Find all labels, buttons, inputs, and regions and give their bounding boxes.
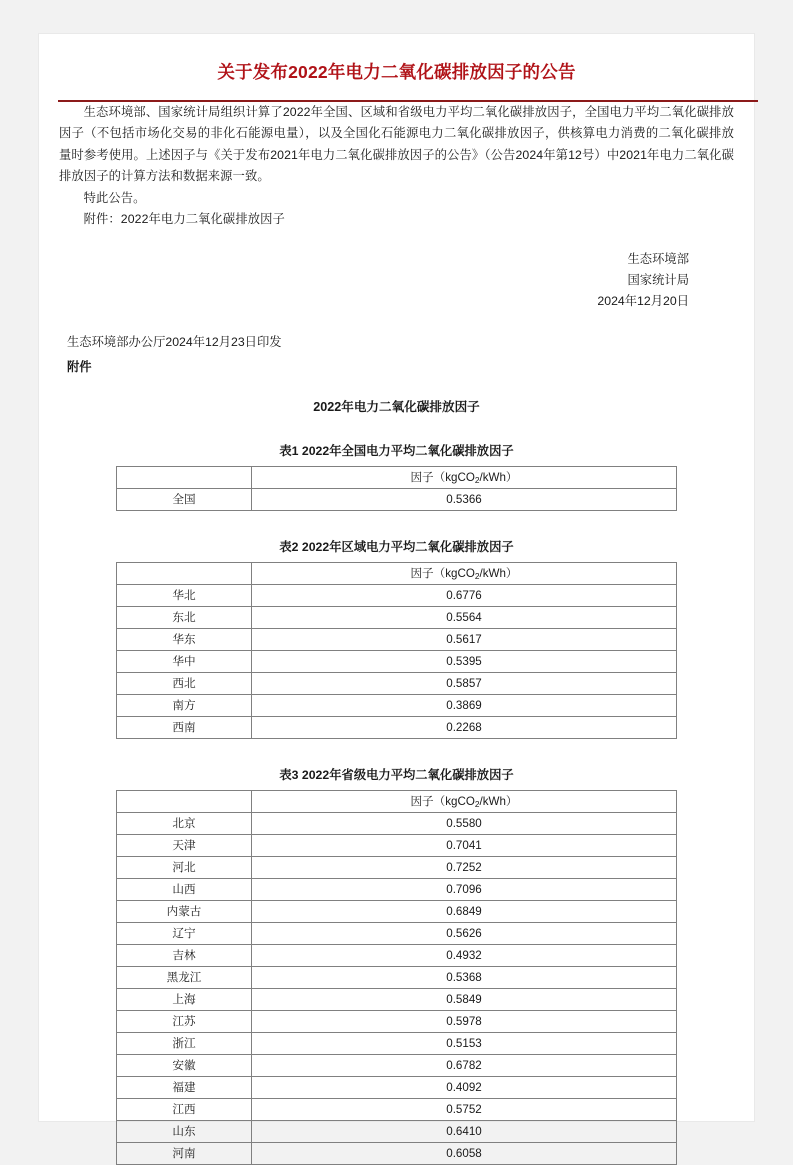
- table-row: [117, 584, 677, 606]
- region-name-cell: 内蒙古: [117, 900, 252, 922]
- table-1-body: [117, 466, 677, 510]
- issuer-line: 生态环境部办公厅2024年12月23日印发: [67, 334, 282, 349]
- table-row: [117, 834, 677, 856]
- factor-value-cell: 0.5580: [252, 812, 677, 834]
- unit-subscript: 2: [474, 571, 480, 582]
- table-unit-header: [252, 562, 677, 584]
- table-3-provincial: [116, 790, 677, 1165]
- table-row: [117, 606, 677, 628]
- factor-value-cell: 0.5978: [252, 1010, 677, 1032]
- table-row: [117, 694, 677, 716]
- signature-block: [59, 249, 734, 312]
- region-name-cell: 江苏: [117, 1010, 252, 1032]
- document-page: [38, 33, 755, 1160]
- table-corner-cell: [117, 790, 252, 812]
- table-1-caption: 表1 2022年全国电力平均二氧化碳排放因子: [279, 443, 514, 458]
- table-unit-header: [252, 790, 677, 812]
- page-title: 关于发布2022年电力二氧化碳排放因子的公告: [217, 62, 576, 82]
- table-row: [117, 628, 677, 650]
- attachment-title: 2022年电力二氧化碳排放因子: [313, 399, 480, 414]
- factor-value-cell: 0.6410: [252, 1120, 677, 1142]
- region-name-cell: 华中: [117, 650, 252, 672]
- table-header-row: [117, 466, 677, 488]
- table-row: [117, 1142, 677, 1164]
- unit-suffix: /kWh）: [479, 795, 518, 808]
- table-2-caption: 表2 2022年区域电力平均二氧化碳排放因子: [279, 539, 514, 554]
- region-name-cell: 福建: [117, 1076, 252, 1098]
- table-2-body: [117, 562, 677, 738]
- region-name-cell: 上海: [117, 988, 252, 1010]
- document-body: [49, 102, 744, 1165]
- factor-value-cell: 0.7096: [252, 878, 677, 900]
- region-name-cell: 西北: [117, 672, 252, 694]
- region-name-cell: 吉林: [117, 944, 252, 966]
- table-row: [117, 1054, 677, 1076]
- table-row: [117, 1076, 677, 1098]
- table-row: [117, 966, 677, 988]
- factor-value-cell: 0.6849: [252, 900, 677, 922]
- unit-suffix: /kWh）: [479, 567, 518, 580]
- unit-subscript: 2: [474, 799, 480, 810]
- factor-value-cell: 0.5395: [252, 650, 677, 672]
- body-paragraph-1: 生态环境部、国家统计局组织计算了2022年全国、区域和省级电力平均二氧化碳排放因子，全国电力平均二氧化碳排放因子（不包括市场化交易的非化石能源电量），以及全国化石能源电力二氧化碳排放因子，供核算电力消费的二氧化碳排放量时参考使用。上述因子与《关于发布2021年电力二氧化碳排放因子的公告》（公告2024年第12号）中2021年电力二氧化碳排放因子的计算方法和数据来源一致。: [59, 104, 734, 183]
- table-row: [117, 716, 677, 738]
- unit-prefix: 因子（kgCO: [410, 471, 475, 484]
- factor-value-cell: 0.5153: [252, 1032, 677, 1054]
- factor-value-cell: 0.5752: [252, 1098, 677, 1120]
- region-name-cell: 浙江: [117, 1032, 252, 1054]
- factor-value-cell: 0.5368: [252, 966, 677, 988]
- table-3-caption: 表3 2022年省级电力平均二氧化碳排放因子: [279, 767, 514, 782]
- table-row: [117, 650, 677, 672]
- unit-subscript: 2: [474, 475, 480, 486]
- unit-prefix: 因子（kgCO: [410, 795, 475, 808]
- table-row: [117, 944, 677, 966]
- region-name-cell: 黑龙江: [117, 966, 252, 988]
- region-name-cell: 北京: [117, 812, 252, 834]
- attachment-label: 附件: [67, 359, 92, 374]
- table-corner-cell: [117, 562, 252, 584]
- table-row: [117, 900, 677, 922]
- table-row: [117, 856, 677, 878]
- signature-organization-2: 国家统计局: [627, 272, 689, 287]
- region-name-cell: 全国: [117, 488, 252, 510]
- table-row: [117, 672, 677, 694]
- table-row: [117, 488, 677, 510]
- factor-value-cell: 0.6776: [252, 584, 677, 606]
- unit-suffix: /kWh）: [479, 471, 518, 484]
- table-3-body: [117, 790, 677, 1164]
- table-1-national: [116, 466, 677, 511]
- factor-value-cell: 0.4932: [252, 944, 677, 966]
- table-header-row: [117, 562, 677, 584]
- table-row: [117, 922, 677, 944]
- factor-value-cell: 0.5857: [252, 672, 677, 694]
- region-name-cell: 安徽: [117, 1054, 252, 1076]
- region-name-cell: 河南: [117, 1142, 252, 1164]
- signature-organization-1: 生态环境部: [627, 251, 689, 266]
- region-name-cell: 南方: [117, 694, 252, 716]
- factor-value-cell: 0.7041: [252, 834, 677, 856]
- region-name-cell: 河北: [117, 856, 252, 878]
- factor-value-cell: 0.5564: [252, 606, 677, 628]
- region-name-cell: 辽宁: [117, 922, 252, 944]
- region-name-cell: 山东: [117, 1120, 252, 1142]
- table-row: [117, 1120, 677, 1142]
- region-name-cell: 华东: [117, 628, 252, 650]
- factor-value-cell: 0.5366: [252, 488, 677, 510]
- region-name-cell: 西南: [117, 716, 252, 738]
- factor-value-cell: 0.4092: [252, 1076, 677, 1098]
- table-row: [117, 1032, 677, 1054]
- table-unit-header: [252, 466, 677, 488]
- unit-prefix: 因子（kgCO: [410, 567, 475, 580]
- table-row: [117, 812, 677, 834]
- factor-value-cell: 0.5849: [252, 988, 677, 1010]
- table-header-row: [117, 790, 677, 812]
- factor-value-cell: 0.5626: [252, 922, 677, 944]
- table-corner-cell: [117, 466, 252, 488]
- table-row: [117, 1098, 677, 1120]
- table-2-regional: [116, 562, 677, 739]
- signature-date: 2024年12月20日: [597, 293, 689, 308]
- region-name-cell: 东北: [117, 606, 252, 628]
- attachment-reference: 附件：2022年电力二氧化碳排放因子: [83, 212, 285, 226]
- region-name-cell: 山西: [117, 878, 252, 900]
- region-name-cell: 江西: [117, 1098, 252, 1120]
- factor-value-cell: 0.5617: [252, 628, 677, 650]
- factor-value-cell: 0.3869: [252, 694, 677, 716]
- factor-value-cell: 0.2268: [252, 716, 677, 738]
- body-paragraph-2: 特此公告。: [83, 190, 146, 205]
- table-row: [117, 988, 677, 1010]
- table-row: [117, 878, 677, 900]
- factor-value-cell: 0.6782: [252, 1054, 677, 1076]
- table-row: [117, 1010, 677, 1032]
- region-name-cell: 天津: [117, 834, 252, 856]
- factor-value-cell: 0.6058: [252, 1142, 677, 1164]
- factor-value-cell: 0.7252: [252, 856, 677, 878]
- region-name-cell: 华北: [117, 584, 252, 606]
